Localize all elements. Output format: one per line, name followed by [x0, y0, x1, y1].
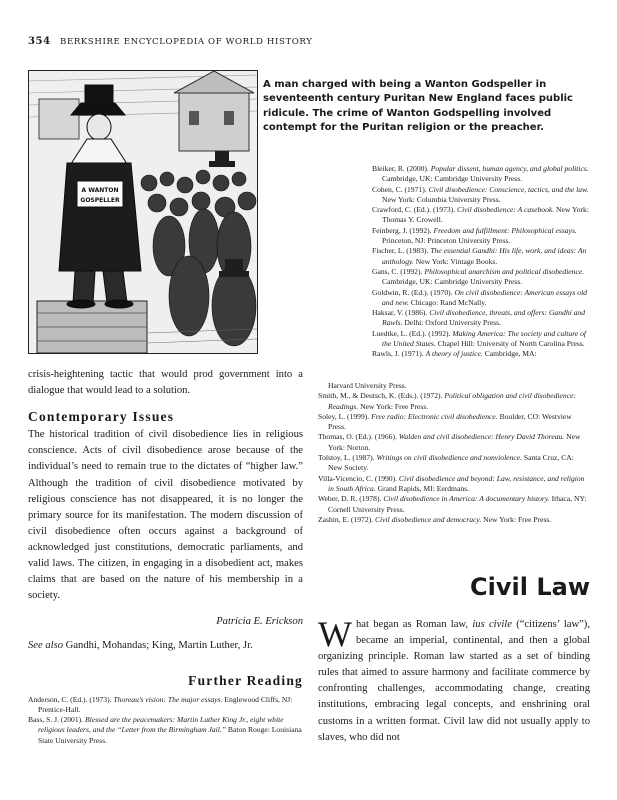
opening-paragraph: crisis-heightening tactic that would prod government into a dialogue that would lead to a solution.: [28, 369, 303, 397]
running-header: [28, 36, 313, 47]
sign-text-line2: GOSPELLER: [80, 197, 120, 204]
article-body: What began as Roman law, ius civile (“citizens’ law”), became an imperial, continental, and then a global organizing principle. Roman law started as a set of binding rules that aimed to assure harmony and facilitate commerce by confronting challenges, accommodating change, creating institutions, embracing legal concepts, and enshrining oral customs in a written format. Civil law did not usually apply to slaves, who did not: [318, 614, 590, 743]
reference-entry: Feinberg, J. (1992). Freedom and fulfillment: Philosophical essays. Princeton, NJ: Princeton University Press.: [372, 225, 577, 246]
sign-text-line1: A WANTON: [81, 187, 119, 194]
running-title: BERKSHIRE ENCYCLOPEDIA OF WORLD HISTORY: [60, 37, 313, 47]
page-number: 354: [28, 36, 51, 47]
references-right-column: [372, 164, 590, 360]
see-also: [28, 638, 303, 654]
body-paragraph: The historical tradition of civil disobedience lies in religious conscience. Acts of civil disobedience arose because of the individual’s need to remain true to the dictates of “higher law.” Although the tradition of civil disobedience motivated by religious conscience has not disappeared, it is no longer the primary source for its manifestation. The modern discussion of civil disobedience often occurs against a background of acknowledged just constitutions, democratic parliaments, and valid laws. The citizen, in engaging in a disobedient act, makes claims that are based on the nature of his membership in a society.: [28, 429, 303, 602]
left-column: [28, 367, 303, 746]
reference-entry: Crawford, C. (Ed.). (1973). Civil disobedience: A casebook. New York: Thomas Y. Crowell.: [372, 205, 589, 225]
latin-term: ius civile: [472, 619, 512, 630]
drop-cap: W: [318, 614, 352, 654]
reference-entry: Bleiker, R. (2000). Popular dissent, human agency, and global politics. Cambridge, UK: Cambridge University Press.: [372, 164, 589, 184]
reference-entry: Smith, M., & Deutsch, K. (Eds.). (1972). Political obligation and civil disobedience: Readings. New York: Free Press.: [318, 391, 576, 411]
reference-entry: Cohen, C. (1971). Civil disobedience: Conscience, tactics, and the law. New York: Columbia University Press.: [372, 184, 589, 204]
reference-entry: Tolstoy, L. (1987). Writings on civil disobedience and nonviolence. Santa Cruz, CA: New Society.: [318, 453, 574, 473]
reference-entry: Rawls, J. (1971). A theory of justice. Cambridge, MA:: [372, 349, 537, 359]
reference-entry: Villa-Vicencio, C. (1990). Civil disobedience and beyond: Law, resistance, and religion in South Africa. Grand Rapids, MI: Eerdmans.: [318, 473, 585, 493]
section-heading: Contemporary Issues: [28, 409, 175, 425]
article-title: Civil Law: [470, 573, 590, 601]
reference-entry: Soley, L. (1999). Free radio: Electronic civil disobedience. Boulder, CO: Westview Press.: [318, 411, 572, 432]
reference-entry: Anderson, C. (Ed.). (1973). Thoreau’s vision: The major essays. Englewood Cliffs, NJ: Prentice-Hall.: [28, 694, 293, 714]
reference-entry: Harvard University Press.: [328, 381, 407, 390]
reference-entry: Luedtke, L. (Ed.). (1992). Making America: The society and culture of the United States. Chapel Hill: University of North Carolina Press.: [372, 328, 587, 349]
reference-entry: Zashin, E. (1972). Civil disobedience and democracy. New York: Free Press.: [318, 514, 552, 524]
see-also-label: See also: [28, 640, 64, 652]
reference-entry: Goldwin, R. (Ed.). (1970). On civil disobedience: American essays old and new. Chicago: Rand McNally.: [372, 287, 587, 307]
reference-entry: Gans, C. (1992). Philosophical anarchism and political disobedience. Cambridge, UK: Cambridge University Press.: [372, 266, 585, 287]
author-name: Patricia E. Erickson: [216, 616, 303, 628]
further-reading-heading: Further Reading: [188, 672, 303, 688]
see-also-text: Gandhi, Mohandas; King, Martin Luther, Jr.: [63, 640, 253, 652]
illustration-caption: A man charged with being a Wanton Godspeller in seventeenth century Puritan New England faces public ridicule. The crime of Wanton Godspelling involved contempt for the Puritan religion or the preacher.: [263, 79, 573, 133]
wanton-gospeller-illustration: [28, 70, 258, 354]
references-continued: [318, 381, 590, 525]
reference-entry: Fischer, L. (1983). The essential Gandhi: His life, work, and ideas: An anthology. New York: Vintage Books.: [372, 246, 587, 266]
further-reading-list: [28, 695, 303, 746]
reference-entry: Thomas, O. (Ed.). (1966). Walden and civil disobedience: Henry David Thoreau. New York: Norton.: [318, 432, 581, 452]
reference-entry: Bass, S. J. (2001). Blessed are the peacemakers: Martin Luther King Jr., eight white religious leaders, and the “Letter from the Birmingham Jail.” Baton Rouge: Louisiana State University Press.: [28, 715, 302, 745]
reference-entry: Haksar, V. (1986). Civil disobedience, threats, and offers: Gandhi and Rawls. Delhi: Oxford University Press.: [372, 308, 586, 328]
reference-entry: Weber, D. R. (1978). Civil disobedience in America: A documentary history. Ithaca, NY: Cornell University Press.: [318, 494, 587, 514]
